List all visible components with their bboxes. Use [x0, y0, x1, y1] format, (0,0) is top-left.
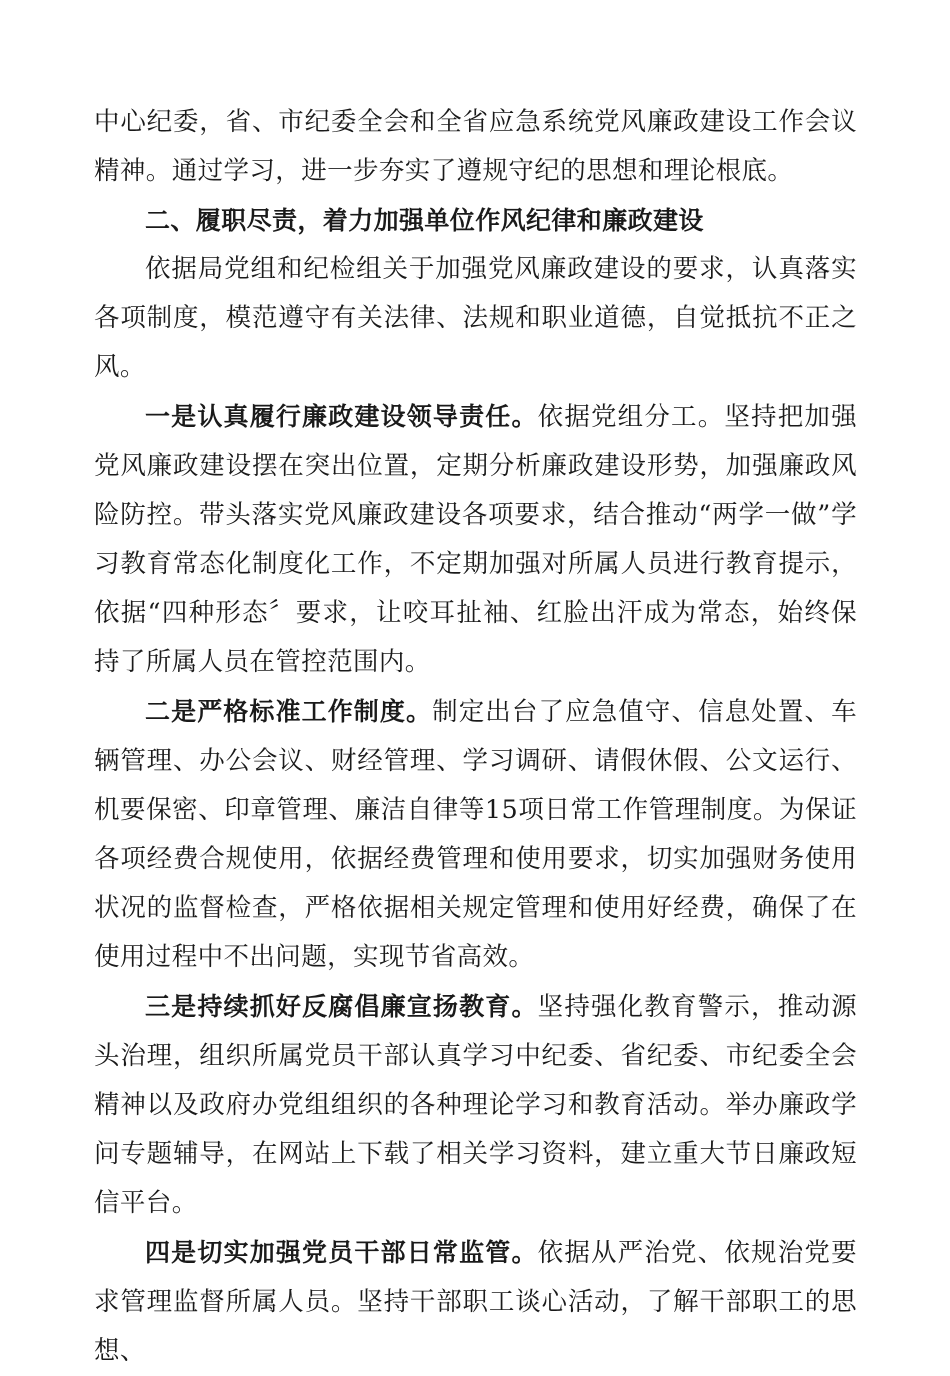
item-3-paragraph — [94, 982, 857, 1228]
item-2-body: 制定出台了应急值守、信息处置、车辆管理、办公会议、财经管理、学习调研、请假休假、公文运行、机要保密、印章管理、廉洁自律等15项日常工作管理制度。为保证各项经费合规使用，依据经费管理和使用要求，切实加强财务使用状况的监督检查，严格依据相关规定管理和使用好经费，确保了在使用过程中不出问题，实现节省高效。 — [94, 697, 858, 972]
item-4-body: 依据从严治党、依规治党要求管理监督所属人员。坚持干部职工谈心活动，了解干部职工的思想、 — [94, 1238, 857, 1366]
item-4-paragraph — [94, 1228, 857, 1376]
item-1-paragraph — [94, 392, 857, 687]
document-body — [94, 98, 857, 1376]
item-2-paragraph — [94, 687, 857, 982]
item-3-lead: 三是持续抓好反腐倡廉宣扬教育。 — [145, 992, 538, 1021]
continuation-paragraph: 中心纪委，省、市纪委全会和全省应急系统党风廉政建设工作会议精神。通过学习，进一步夯实了遵规守纪的思想和理论根底。 — [94, 107, 857, 186]
item-1-body: 依据党组分工。坚持把加强党风廉政建设摆在突出位置，定期分析廉政建设形势，加强廉政风险防控。带头落实党风廉政建设各项要求，结合推动“两学一做”学习教育常态化制度化工作，不定期加强对所属人员进行教育提示，依据“四种形态〞要求，让咬耳扯袖、红脸出汗成为常态，始终保持了所属人员在管控范围内。 — [94, 402, 857, 677]
intro-paragraph: 依据局党组和纪检组关于加强党风廉政建设的要求，认真落实各项制度，模范遵守有关法律、法规和职业道德，自觉抵抗不正之风。 — [94, 254, 857, 382]
section-heading: 二、履职尽责，着力加强单位作风纪律和廉政建设 — [145, 206, 704, 235]
item-1-lead: 一是认真履行廉政建设领导责任。 — [145, 402, 538, 431]
item-2-lead: 二是严格标准工作制度。 — [145, 697, 433, 726]
item-4-lead: 四是切实加强党员干部日常监管。 — [145, 1238, 538, 1267]
item-3-body: 坚持强化教育警示，推动源头治理，组织所属党员干部认真学习中纪委、省纪委、市纪委全会精神以及政府办党组组织的各种理论学习和教育活动。举办廉政学问专题辅导，在网站上下载了相关学习资料，建立重大节日廉政短信平台。 — [94, 992, 857, 1218]
